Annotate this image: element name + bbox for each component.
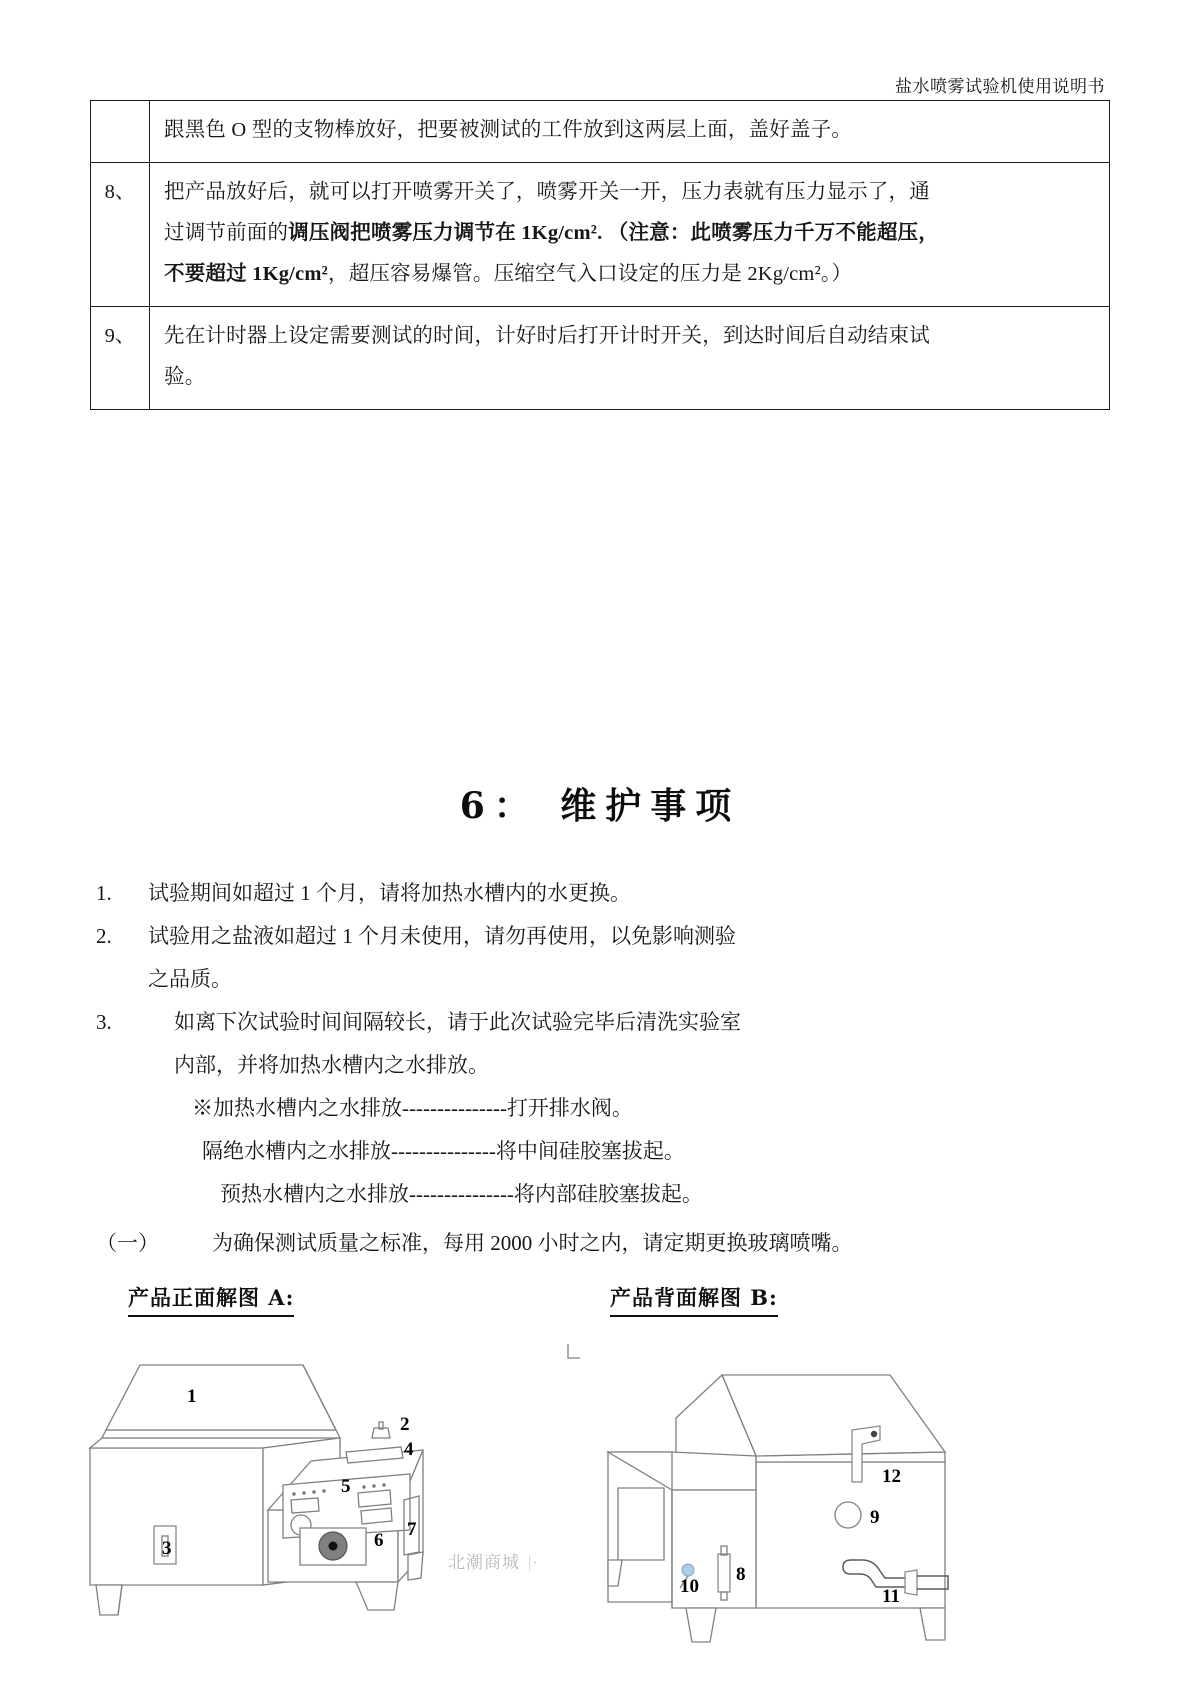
list-item-text: 试验用之盐液如超过 1 个月未使用，请勿再使用，以免影响测验	[148, 924, 736, 948]
table-row	[91, 101, 1110, 163]
figure-a-label-7: 7	[407, 1519, 417, 1540]
figure-a-svg	[78, 1330, 458, 1680]
maintenance-list	[96, 872, 996, 1265]
list-item-text: 试验期间如超过 1 个月，请将加热水槽内的水更换。	[148, 881, 631, 905]
figure-b-label-9: 9	[870, 1507, 880, 1528]
figure-b-label-12: 12	[882, 1466, 901, 1487]
figure-a-front-view	[78, 1330, 458, 1680]
table-row-number	[91, 101, 150, 163]
list-item	[96, 1001, 996, 1044]
figure-a-caption: 产品正面解图 A:	[128, 1282, 294, 1317]
list-item	[96, 1044, 996, 1087]
table-row-line	[164, 110, 1099, 151]
figure-b-rear-view	[560, 1330, 960, 1680]
drain-line: 隔绝水槽内之水排放---------------将中间硅胶塞拔起。	[202, 1139, 685, 1163]
list-item	[96, 958, 996, 1001]
table-row-text	[150, 101, 1110, 163]
table-row	[91, 163, 1110, 307]
figure-a-label-3: 3	[162, 1538, 172, 1559]
text-segment: 过调节前面的	[164, 222, 289, 244]
text-segment: 验。	[164, 366, 206, 388]
figure-captions	[0, 1282, 1200, 1322]
figures-area	[0, 1330, 1200, 1690]
table-row-text	[150, 307, 1110, 410]
list-item-marker: 1.	[96, 881, 112, 905]
cn-item-text: 为确保测试质量之标准，每用 2000 小时之内，请定期更换玻璃喷嘴。	[212, 1231, 853, 1255]
figure-b-label-10: 10	[680, 1576, 699, 1597]
figure-a-label-2: 2	[400, 1414, 410, 1435]
list-item-text: 如离下次试验时间间隔较长，请于此次试验完毕后清洗实验室	[174, 1010, 741, 1034]
running-header: 盐水喷雾试验机使用说明书	[895, 77, 1105, 96]
table-row-line	[164, 357, 1099, 398]
maintenance-cn-item	[96, 1222, 996, 1265]
watermark-text: 北潮商城	[448, 1553, 520, 1572]
table-row	[91, 307, 1110, 410]
table-row-line	[164, 316, 1099, 357]
text-segment: ，超压容易爆管。压缩空气入口设定的压力是 2Kg/cm²。）	[328, 263, 853, 285]
cn-item-marker: （一）	[96, 1231, 159, 1255]
figure-b-label-8: 8	[736, 1564, 746, 1585]
maintenance-items	[96, 872, 996, 1087]
figure-b-svg	[560, 1330, 960, 1680]
list-item-text: 内部，并将加热水槽内之水排放。	[174, 1053, 489, 1077]
watermark	[448, 1548, 539, 1573]
table-row-line	[164, 254, 1099, 295]
table-row-number: 9、	[91, 307, 150, 410]
list-item-marker: 3.	[96, 1010, 112, 1034]
table-row-line	[164, 213, 1099, 254]
list-item	[96, 872, 996, 915]
figure-b-caption: 产品背面解图 B:	[610, 1282, 778, 1317]
table-row-text	[150, 163, 1110, 307]
list-item-marker: 2.	[96, 924, 112, 948]
watermark-divider: |·	[528, 1553, 540, 1572]
figure-a-label-4: 4	[404, 1439, 414, 1460]
list-item-text: 之品质。	[148, 967, 232, 991]
drain-lines	[96, 1087, 996, 1216]
text-segment: 把产品放好后，就可以打开喷雾开关了，喷雾开关一开，压力表就有压力显示了，通	[164, 181, 930, 203]
figure-a-label-1: 1	[187, 1386, 197, 1407]
steps-table-body	[91, 101, 1110, 410]
table-row-line	[164, 172, 1099, 213]
drain-line: 预热水槽内之水排放---------------将内部硅胶塞拔起。	[220, 1182, 703, 1206]
steps-table	[90, 100, 1110, 410]
text-segment: 调压阀把喷雾压力调节在 1Kg/cm². （注意：此喷雾压力千万不能超压，	[288, 222, 939, 244]
text-segment: 跟黑色 O 型的支物棒放好，把要被测试的工件放到这两层上面，盖好盖子。	[164, 119, 853, 141]
figure-a-label-6: 6	[374, 1530, 384, 1551]
figure-a-label-5: 5	[341, 1476, 351, 1497]
text-segment: 不要超过 1Kg/cm²	[164, 263, 328, 285]
table-row-number: 8、	[91, 163, 150, 307]
figure-b-label-11: 11	[882, 1586, 900, 1607]
drain-line: ※加热水槽内之水排放---------------打开排水阀。	[192, 1096, 633, 1120]
text-segment: 先在计时器上设定需要测试的时间，计好时后打开计时开关，到达时间后自动结束试	[164, 325, 930, 347]
list-item	[96, 915, 996, 958]
section-heading: 6： 维护事项	[459, 785, 741, 827]
